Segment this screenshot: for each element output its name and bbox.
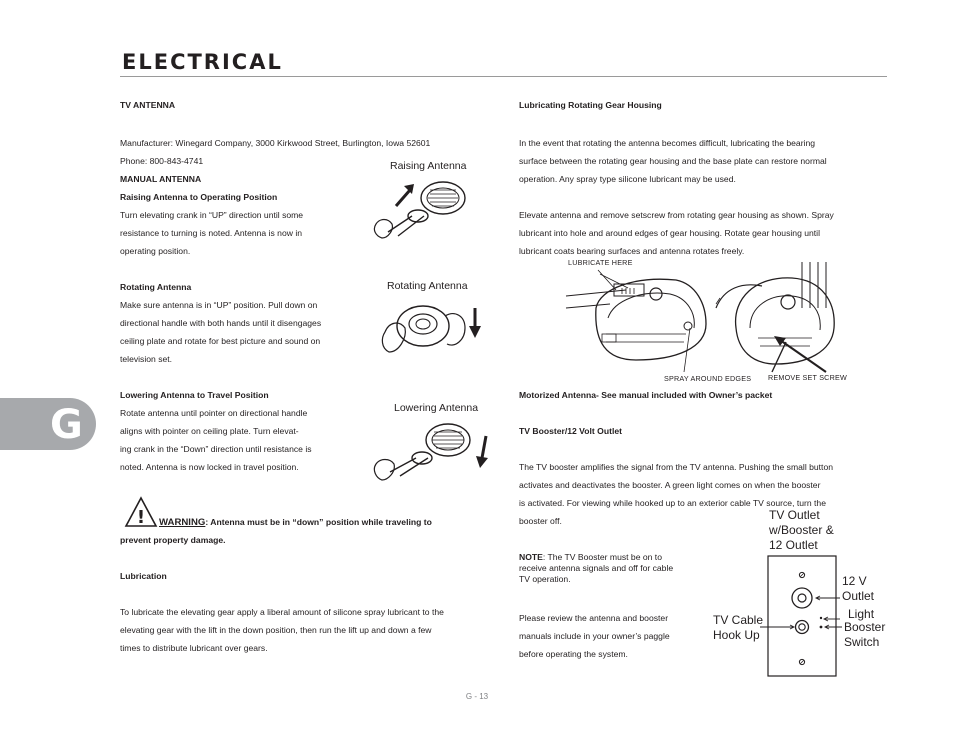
booster-line-1: The TV booster amplifies the signal from the TV antenna. Pushing the small button xyxy=(519,462,834,472)
lowering-antenna-illustration xyxy=(368,418,494,484)
warning-word: WARNING xyxy=(159,517,206,528)
rotating-line-3: ceiling plate and rotate for best picture and sound on xyxy=(120,336,321,346)
label-booster-switch xyxy=(844,620,885,650)
label-spray-edges: SPRAY AROUND EDGES xyxy=(664,374,752,383)
lowering-heading: Lowering Antenna to Travel Position xyxy=(120,390,269,400)
label-tv-cable-line-2: Hook Up xyxy=(713,628,760,642)
label-lubricate-here: LUBRICATE HERE xyxy=(568,258,633,267)
booster-line-3: is activated. For viewing while hooked up to an exterior cable TV source, turn the xyxy=(519,498,826,508)
outlet-title-line-2: w/Booster & xyxy=(769,523,834,537)
label-12v-line-1: 12 V xyxy=(842,574,867,588)
raising-heading: Raising Antenna to Operating Position xyxy=(120,192,278,202)
review-line-3: before operating the system. xyxy=(519,649,628,659)
raising-line-2: resistance to turning is noted. Antenna is now in xyxy=(120,228,303,238)
rotating-line-1: Make sure antenna is in “UP” position. Pull down on xyxy=(120,300,318,310)
outlet-title-line-1: TV Outlet xyxy=(769,508,820,522)
lub-gear-line-2: surface between the rotating gear housing and the base plate can restore normal xyxy=(519,156,827,166)
label-tv-cable-line-1: TV Cable xyxy=(713,613,764,627)
warning-line-1 xyxy=(159,513,432,532)
lub-gear-line-1: In the event that rotating the antenna becomes difficult, lubricating the bearing xyxy=(519,138,816,148)
gear-housing-illustration xyxy=(566,268,856,372)
note-line-1 xyxy=(519,552,673,563)
lowering-line-1: Rotate antenna until pointer on directional handle xyxy=(120,408,308,418)
warning-line-2: prevent property damage. xyxy=(120,535,226,545)
lowering-line-4: noted. Antenna is now locked in travel position. xyxy=(120,462,299,472)
lowering-line-3: ing crank in the “Down” direction until resistance is xyxy=(120,444,312,454)
label-remove-set-screw: REMOVE SET SCREW xyxy=(768,373,847,382)
note-label: NOTE xyxy=(519,552,543,562)
manufacturer-text: Manufacturer: Winegard Company, 3000 Kirkwood Street, Burlington, Iowa 52601 xyxy=(120,138,431,148)
label-booster-switch-line-2: Switch xyxy=(844,635,880,649)
rotating-antenna-illustration xyxy=(375,298,485,360)
lubrication-heading: Lubrication xyxy=(120,571,167,581)
rotating-line-2: directional handle with both hands until it disengages xyxy=(120,318,322,328)
review-line-2: manuals include in your owner’s paggle xyxy=(519,631,670,641)
tv-antenna-heading: TV ANTENNA xyxy=(120,100,176,110)
page-title: ELECTRICAL xyxy=(122,50,283,74)
note-rest: : The TV Booster must be on to xyxy=(542,552,662,562)
phone-text: Phone: 800-843-4741 xyxy=(120,156,204,166)
lubrication-line-2: elevating gear with the lift in the down position, then run the lift up and down a few xyxy=(120,625,432,635)
rotating-line-4: television set. xyxy=(120,354,173,364)
page-number: G - 13 xyxy=(465,692,489,701)
review-line-1: Please review the antenna and booster xyxy=(519,613,669,623)
raising-antenna-illustration xyxy=(368,176,472,244)
lub-gear-line-5: lubricant into hole and around edges of gear housing. Rotate gear housing until xyxy=(519,228,820,238)
booster-heading: TV Booster/12 Volt Outlet xyxy=(519,426,622,436)
rotating-caption: Rotating Antenna xyxy=(387,280,468,292)
note-line-2: receive antenna signals and off for cable xyxy=(519,563,674,573)
section-tab xyxy=(0,398,96,450)
label-12v-outlet xyxy=(842,574,874,604)
note-line-3: TV operation. xyxy=(519,574,571,584)
lub-gear-heading: Lubricating Rotating Gear Housing xyxy=(519,100,662,110)
rotating-heading: Rotating Antenna xyxy=(120,282,192,292)
booster-line-2: activates and deactivates the booster. A green light comes on when the booster xyxy=(519,480,821,490)
svg-text:!: ! xyxy=(136,507,146,528)
warning-rest: : Antenna must be in “down” position while traveling to xyxy=(205,517,432,527)
lubrication-line-1: To lubricate the elevating gear apply a liberal amount of silicone spray lubricant to the xyxy=(120,607,444,617)
outlet-title-label xyxy=(769,508,834,553)
raising-line-1: Turn elevating crank in “UP” direction until some xyxy=(120,210,304,220)
outlet-title-line-3: 12 Outlet xyxy=(769,538,818,552)
lub-gear-line-4: Elevate antenna and remove setscrew from rotating gear housing as shown. Spray xyxy=(519,210,834,220)
raising-caption: Raising Antenna xyxy=(390,160,467,172)
manual-antenna-heading: MANUAL ANTENNA xyxy=(120,174,202,184)
lubrication-line-3: times to distribute lubricant over gears. xyxy=(120,643,268,653)
lowering-caption: Lowering Antenna xyxy=(394,402,479,414)
title-rule xyxy=(120,76,887,77)
label-tv-cable xyxy=(713,613,763,643)
raising-line-3: operating position. xyxy=(120,246,191,256)
note-block xyxy=(519,552,673,585)
lowering-line-2: aligns with pointer on ceiling plate. Turn elevat- xyxy=(120,426,299,436)
motorized-heading: Motorized Antenna- See manual included with Owner’s packet xyxy=(519,390,773,400)
booster-line-4: booster off. xyxy=(519,516,562,526)
label-booster-switch-line-1: Booster xyxy=(844,620,886,634)
label-light: Light xyxy=(848,607,875,621)
warning-icon xyxy=(124,496,158,528)
lub-gear-line-3: operation. Any spray type silicone lubricant may be used. xyxy=(519,174,736,184)
section-tab-letter: G xyxy=(50,402,83,448)
label-12v-line-2: Outlet xyxy=(842,589,875,603)
lub-gear-line-6: lubricant coats bearing surfaces and antenna rotates freely. xyxy=(519,246,745,256)
